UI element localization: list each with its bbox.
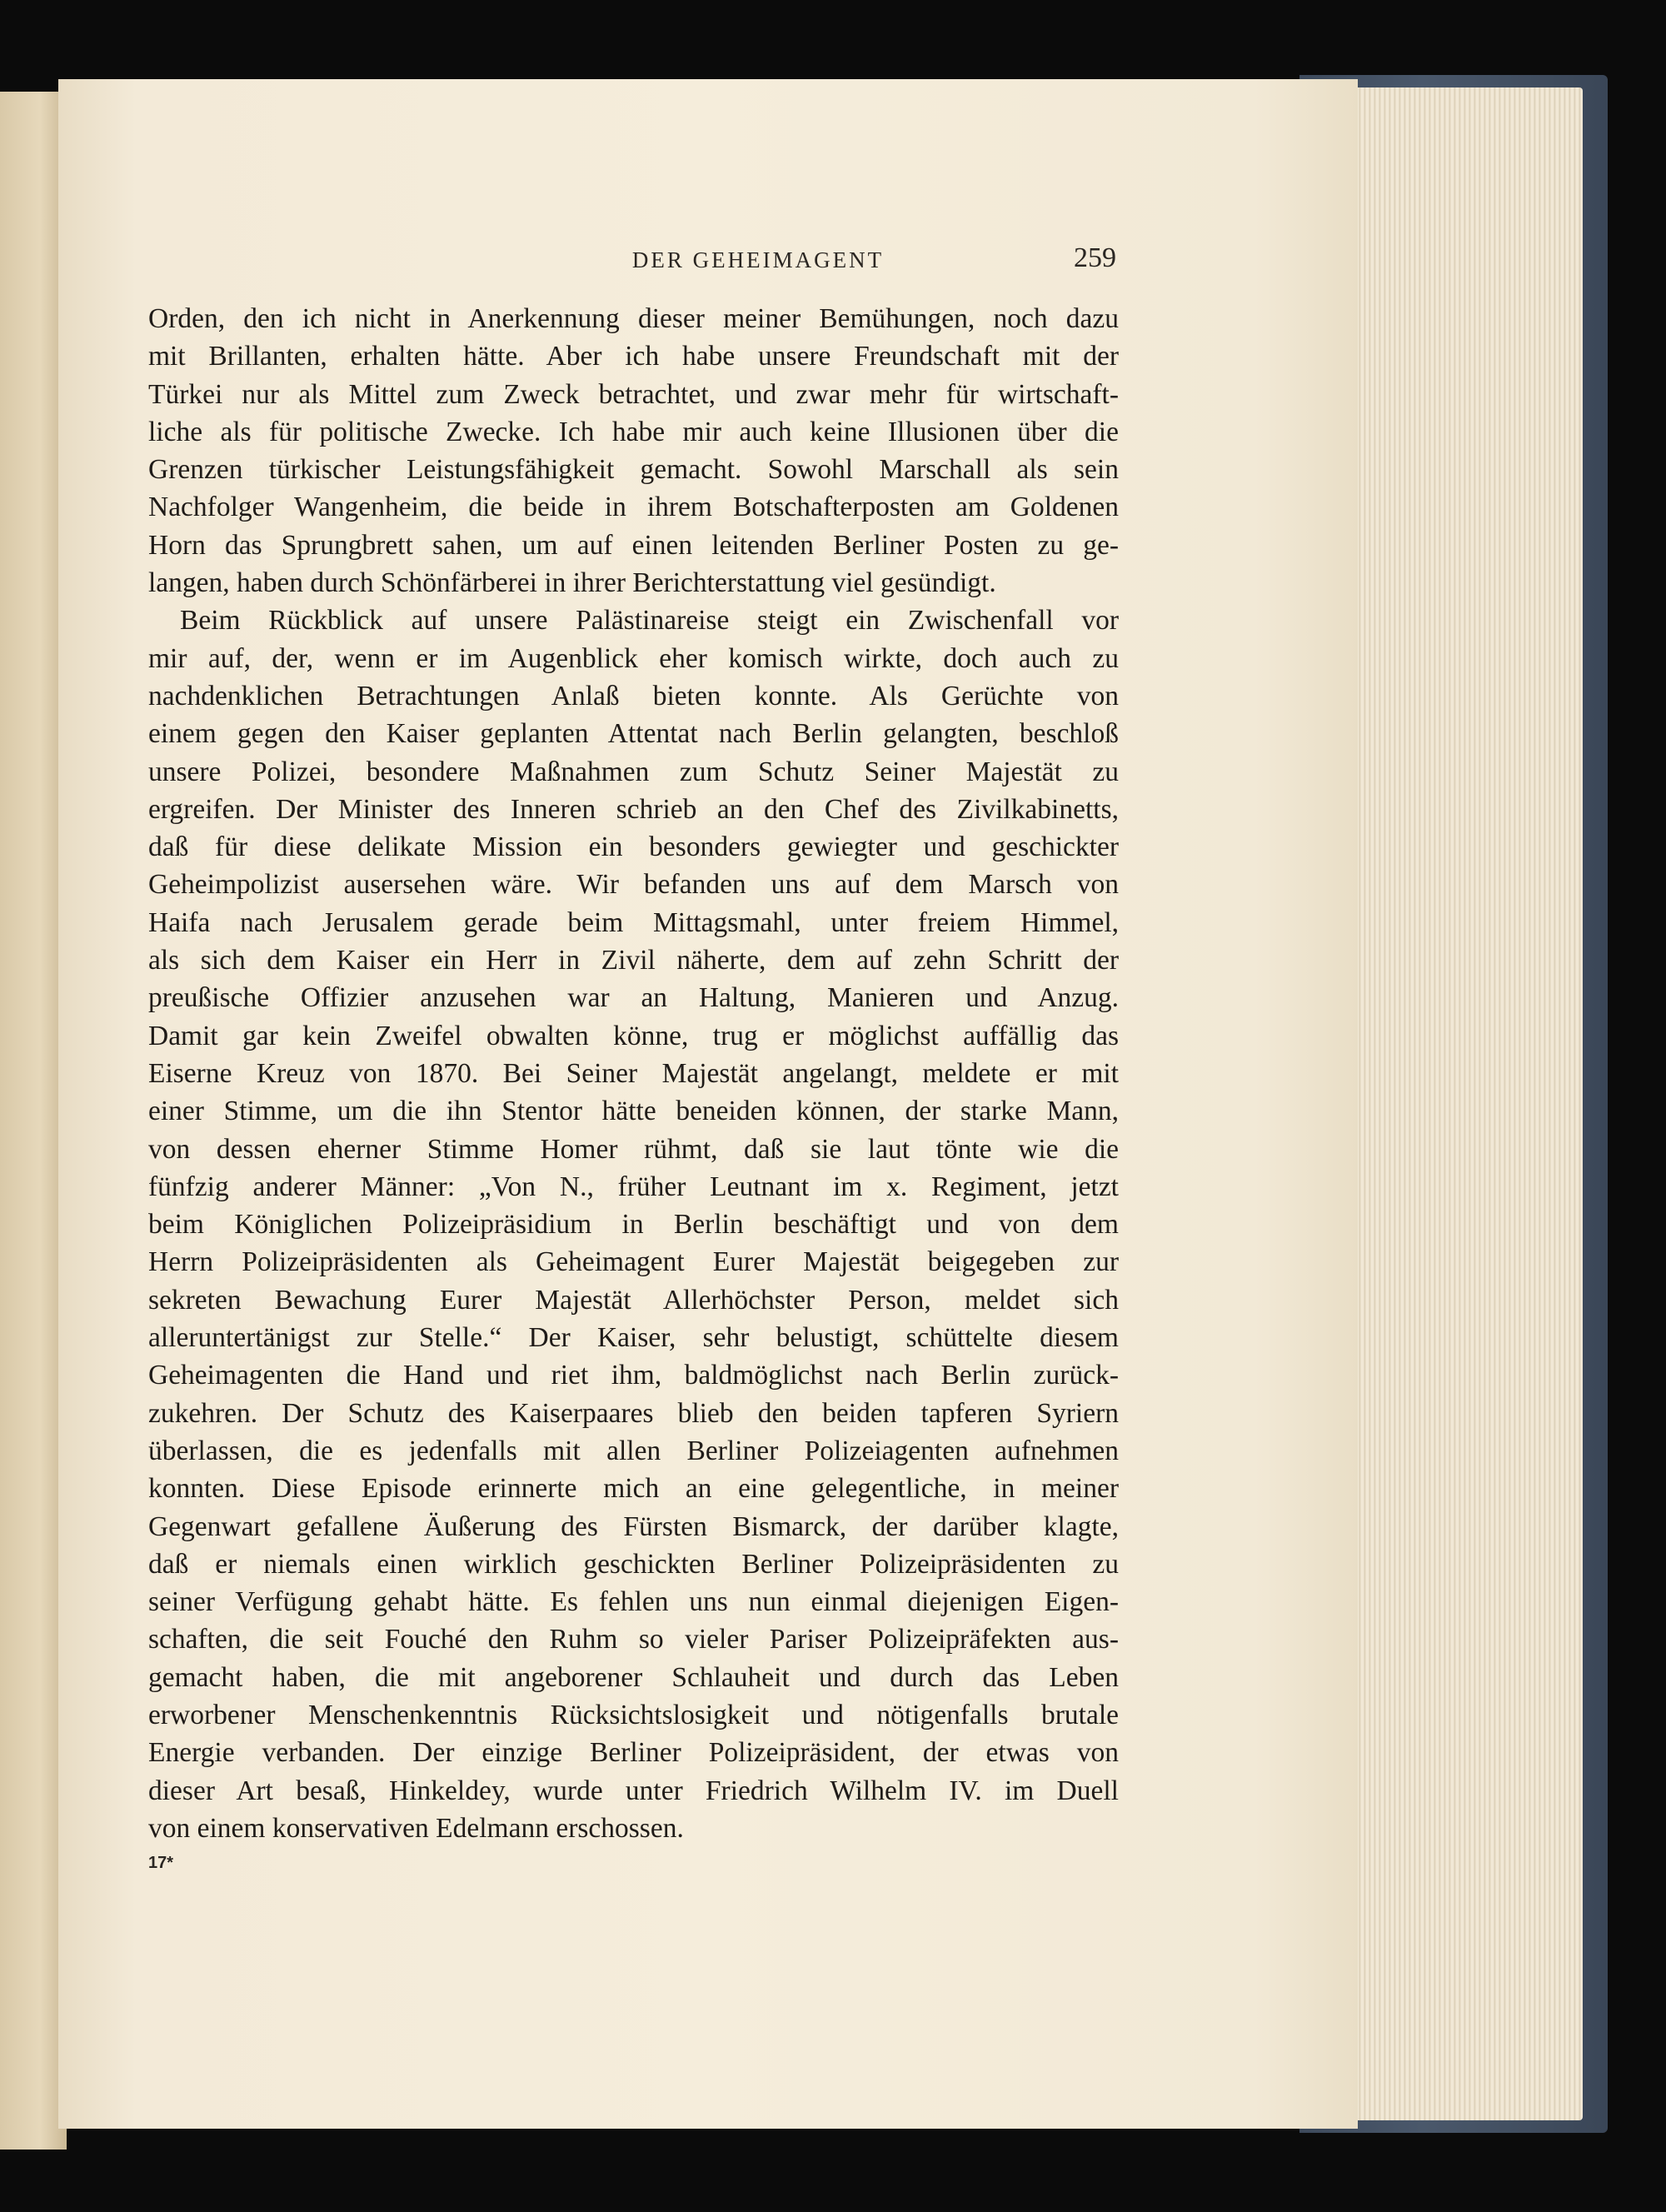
text-line: Geheimagenten die Hand und riet ihm, baldmöglichst nach Berlin zurück- — [148, 1360, 1119, 1391]
text-line: sekreten Bewachung Eurer Majestät Allerhöchster Person, meldet sich — [148, 1284, 1119, 1316]
left-page-edge — [0, 92, 67, 2150]
text-line: Energie verbanden. Der einzige Berliner Polizeipräsident, der etwas von — [148, 1737, 1119, 1769]
text-line: als sich dem Kaiser ein Herr in Zivil näherte, dem auf zehn Schritt der — [148, 945, 1119, 976]
text-line: Grenzen türkischer Leistungsfähigkeit gemacht. Sowohl Marschall als sein — [148, 454, 1119, 486]
text-line: liche als für politische Zwecke. Ich habe mir auch keine Illusionen über die — [148, 416, 1119, 447]
text-line: von einem konservativen Edelmann erschossen. — [148, 1812, 684, 1844]
text-line: preußische Offizier anzusehen war an Haltung, Manieren und Anzug. — [148, 982, 1119, 1014]
text-line: seiner Verfügung gehabt hätte. Es fehlen uns nun einmal diejenigen Eigen- — [148, 1586, 1119, 1618]
text-line: gemacht haben, die mit angeborener Schlauheit und durch das Leben — [148, 1661, 1119, 1693]
page-stack-edges — [1341, 87, 1583, 2120]
text-line: alleruntertänigst zur Stelle.“ Der Kaiser, sehr belustigt, schüttelte diesem — [148, 1322, 1119, 1354]
text-line: Herrn Polizeipräsidenten als Geheimagent Eurer Majestät beigegeben zur — [148, 1246, 1119, 1278]
text-line: zukehren. Der Schutz des Kaiserpaares blieb den beiden tapferen Syriern — [148, 1397, 1119, 1429]
text-line: mit Brillanten, erhalten hätte. Aber ich habe unsere Freundschaft mit der — [148, 341, 1119, 372]
text-line: einer Stimme, um die ihn Stentor hätte beneiden können, der starke Mann, — [148, 1096, 1119, 1127]
page-number: 259 — [1074, 242, 1116, 273]
text-line: Gegenwart gefallene Äußerung des Fürsten Bismarck, der darüber klagte, — [148, 1510, 1119, 1542]
text-line: Geheimpolizist ausersehen wäre. Wir befanden uns auf dem Marsch von — [148, 869, 1119, 901]
text-line: fünfzig anderer Männer: „Von N., früher Leutnant im x. Regiment, jetzt — [148, 1171, 1119, 1202]
text-line: unsere Polizei, besondere Maßnahmen zum Schutz Seiner Majestät zu — [148, 756, 1119, 787]
text-line: langen, haben durch Schönfärberei in ihrer Berichterstattung viel gesündigt. — [148, 567, 996, 599]
text-line: schaften, die seit Fouché den Ruhm so vieler Pariser Polizeipräfekten aus- — [148, 1624, 1119, 1655]
text-line: daß für diese delikate Mission ein besonders gewiegter und geschickter — [148, 831, 1119, 863]
text-line: erworbener Menschenkenntnis Rücksichtslosigkeit und nötigenfalls brutale — [148, 1699, 1119, 1730]
text-line: beim Königlichen Polizeipräsidium in Berlin beschäftigt und von dem — [148, 1209, 1119, 1241]
text-line: ergreifen. Der Minister des Inneren schrieb an den Chef des Zivilkabinetts, — [148, 793, 1119, 825]
text-line: Haifa nach Jerusalem gerade beim Mittagsmahl, unter freiem Himmel, — [148, 906, 1119, 938]
signature-mark: 17* — [148, 1854, 174, 1872]
body-text — [148, 300, 1119, 1847]
text-line: Türkei nur als Mittel zum Zweck betrachtet, und zwar mehr für wirtschaft- — [148, 378, 1119, 410]
text-line: Horn das Sprungbrett sahen, um auf einen leitenden Berliner Posten zu ge- — [148, 529, 1119, 561]
text-line: Nachfolger Wangenheim, die beide in ihrem Botschafterposten am Goldenen — [148, 492, 1119, 523]
chapter-title: DER GEHEIMAGENT — [631, 247, 885, 272]
text-line: Damit gar kein Zweifel obwalten könne, trug er möglichst auffällig das — [148, 1020, 1119, 1051]
text-line: daß er niemals einen wirklich geschickten Berliner Polizeipräsidenten zu — [148, 1548, 1119, 1580]
text-line: dieser Art besaß, Hinkeldey, wurde unter Friedrich Wilhelm IV. im Duell — [148, 1775, 1119, 1806]
text-line: Orden, den ich nicht in Anerkennung dieser meiner Bemühungen, noch dazu — [148, 303, 1119, 334]
text-line: mir auf, der, wenn er im Augenblick eher komisch wirkte, doch auch zu — [148, 642, 1119, 674]
text-line: einem gegen den Kaiser geplanten Attentat nach Berlin gelangten, beschloß — [148, 718, 1119, 750]
text-line: von dessen eherner Stimme Homer rühmt, daß sie laut tönte wie die — [148, 1133, 1119, 1165]
text-line: Eiserne Kreuz von 1870. Bei Seiner Majestät angelangt, meldete er mit — [148, 1057, 1119, 1089]
text-line: Beim Rückblick auf unsere Palästinareise steigt ein Zwischenfall vor — [180, 605, 1119, 637]
text-line: konnten. Diese Episode erinnerte mich an eine gelegentliche, in meiner — [148, 1473, 1119, 1505]
text-line: nachdenklichen Betrachtungen Anlaß bieten konnte. Als Gerüchte von — [148, 680, 1119, 712]
text-line: überlassen, die es jedenfalls mit allen Berliner Polizeiagenten aufnehmen — [148, 1435, 1119, 1466]
running-head — [0, 242, 1666, 281]
